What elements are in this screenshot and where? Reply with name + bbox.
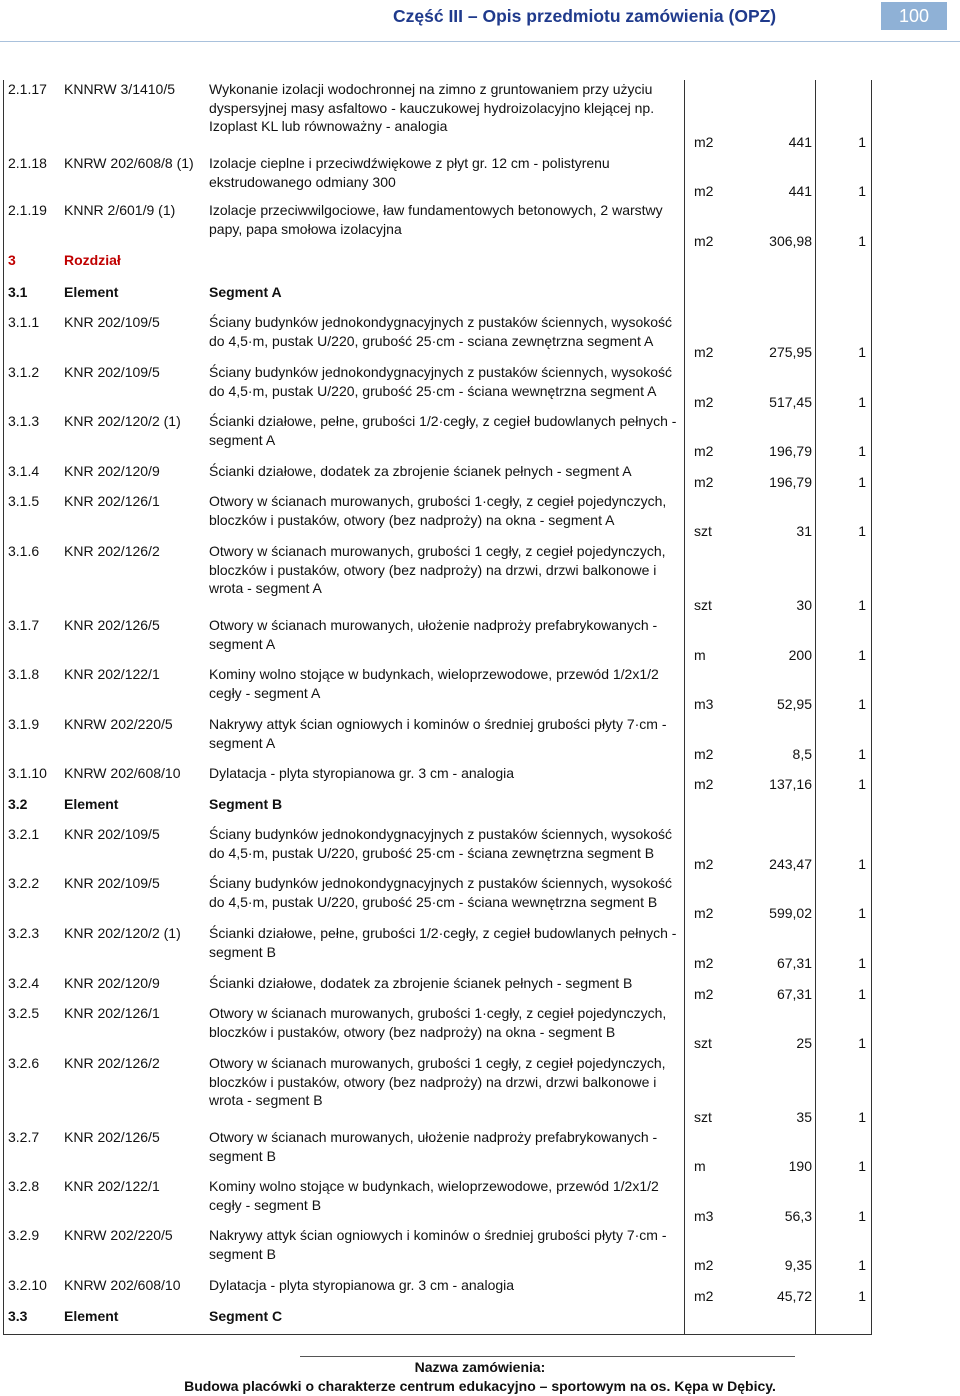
item-description: Kominy wolno stojące w budynkach, wieloprzewodowe, przewód 1/2x1/2 cegły - segment B: [209, 1178, 659, 1213]
item-description: Nakrywy attyk ścian ogniowych i kominów o średniej grubości płyty 7·cm - segment B: [209, 1227, 667, 1262]
item-description: Ściany budynków jednokondygnacyjnych z pustaków ściennych, wysokość do 4,5·m, pustak U/220, grubość 25·cm - ściana wewnętrzna segment B: [209, 875, 673, 910]
item-unit: m2: [694, 746, 714, 762]
item-unit: szt: [694, 1109, 712, 1125]
item-number: 3.2.2: [8, 875, 40, 891]
item-description: Otwory w ścianach murowanych, grubości 1 cegły, z cegieł pojedynczych, bloczków i pustaków, otwory (bez nadproży) na drzwi, drzwi balkonowe i wrota - segment A: [209, 543, 666, 596]
item-number: 2.1.19: [8, 202, 47, 218]
item-quantity: 31: [796, 523, 812, 539]
item-unit: m2: [694, 183, 714, 199]
item-number: 3.1.3: [8, 413, 40, 429]
item-unit: m: [694, 1158, 706, 1174]
item-unit: szt: [694, 523, 712, 539]
item-count: 1: [858, 647, 866, 663]
item-number: 3.1.8: [8, 666, 40, 682]
item-unit: m2: [694, 233, 714, 249]
item-count: 1: [858, 597, 866, 613]
item-count: 1: [858, 1257, 866, 1273]
item-code: KNR 202/120/2 (1): [64, 413, 181, 429]
item-count: 1: [858, 856, 866, 872]
item-description: Segment A: [209, 284, 282, 300]
document-section-title: Część III – Opis przedmiotu zamówienia (OPZ): [393, 6, 777, 26]
item-code: KNR 202/120/9: [64, 463, 160, 479]
item-code: Element: [64, 796, 119, 812]
item-number: 3.2.9: [8, 1227, 40, 1243]
item-quantity: 200: [788, 647, 812, 663]
item-number: 3.2.6: [8, 1055, 40, 1071]
footer-project-name: Budowa placówki o charakterze centrum edukacyjno – sportowym na os. Kępa w Dębicy.: [184, 1378, 776, 1394]
item-code: KNR 202/109/5: [64, 826, 160, 842]
item-description: Kominy wolno stojące w budynkach, wieloprzewodowe, przewód 1/2x1/2 cegły - segment A: [209, 666, 659, 701]
item-count: 1: [858, 986, 866, 1002]
item-quantity: 35: [796, 1109, 812, 1125]
header-divider: [0, 41, 960, 42]
item-number: 3.2.4: [8, 975, 40, 991]
item-unit: m2: [694, 474, 714, 490]
item-number: 3.2.5: [8, 1005, 40, 1021]
item-unit: szt: [694, 597, 712, 613]
item-description: Izolacje cieplne i przeciwdźwiękowe z płyt gr. 12 cm - polistyrenu ekstrudowanego odmiany 300: [209, 155, 610, 190]
item-description: Ścianki działowe, pełne, grubości 1/2·cegły, z cegieł budowlanych pełnych - segment B: [209, 925, 677, 960]
item-number: 3.2.1: [8, 826, 40, 842]
item-code: KNNR 2/601/9 (1): [64, 202, 176, 218]
footer-divider: [300, 1356, 795, 1357]
item-code: KNRW 202/608/8 (1): [64, 155, 194, 171]
item-unit: m3: [694, 696, 714, 712]
item-quantity: 306,98: [769, 233, 812, 249]
item-number: 2.1.17: [8, 81, 47, 97]
item-quantity: 8,5: [792, 746, 812, 762]
item-quantity: 67,31: [776, 955, 812, 971]
item-quantity: 517,45: [769, 394, 812, 410]
item-number: 3.1.7: [8, 617, 40, 633]
item-description: Otwory w ścianach murowanych, grubości 1·cegły, z cegieł pojedynczych, bloczków i pustaków, otwory (bez nadproży) na okna - segment B: [209, 1005, 667, 1040]
item-description: Ściany budynków jednokondygnacyjnych z pustaków ściennych, wysokość do 4,5·m, pustak U/220, grubość 25·cm - sciana zewnętrzna segment A: [209, 314, 673, 349]
item-quantity: 137,16: [769, 776, 812, 792]
item-unit: m2: [694, 394, 714, 410]
item-count: 1: [858, 394, 866, 410]
column-divider: [815, 80, 816, 1334]
item-quantity: 67,31: [776, 986, 812, 1002]
item-description: Segment B: [209, 796, 283, 812]
item-code: KNR 202/126/1: [64, 1005, 160, 1021]
item-count: 1: [858, 955, 866, 971]
item-number: 3.1.4: [8, 463, 40, 479]
item-description: Nakrywy attyk ścian ogniowych i kominów o średniej grubości płyty 7·cm - segment A: [209, 716, 667, 751]
item-unit: m2: [694, 1257, 714, 1273]
item-unit: m2: [694, 986, 714, 1002]
item-number: 3.3: [8, 1308, 28, 1324]
item-unit: m2: [694, 443, 714, 459]
item-number: 3: [8, 252, 16, 268]
item-code: KNRW 202/608/10: [64, 1277, 181, 1293]
item-description: Izolacje przeciwwilgociowe, ław fundamentowych betonowych, 2 warstwy papy, papa smołowa izolacyjna: [209, 202, 663, 237]
item-description: Ścianki działowe, pełne, grubości 1/2·cegły, z cegieł budowlanych pełnych - segment A: [209, 413, 677, 448]
item-quantity: 243,47: [769, 856, 812, 872]
item-code: KNR 202/122/1: [64, 666, 160, 682]
item-quantity: 441: [788, 183, 812, 199]
item-number: 3.1.5: [8, 493, 40, 509]
item-description: Ściany budynków jednokondygnacyjnych z pustaków ściennych, wysokość do 4,5·m, pustak U/220, grubość 25·cm - ściana wewnętrzna segment A: [209, 364, 673, 399]
item-number: 3.1.6: [8, 543, 40, 559]
item-quantity: 9,35: [784, 1257, 812, 1273]
item-count: 1: [858, 905, 866, 921]
item-number: 3.1: [8, 284, 28, 300]
item-count: 1: [858, 1158, 866, 1174]
item-unit: m: [694, 647, 706, 663]
item-code: KNR 202/120/9: [64, 975, 160, 991]
item-code: Rozdział: [64, 252, 121, 268]
item-code: KNR 202/126/5: [64, 1129, 160, 1145]
item-count: 1: [858, 1035, 866, 1051]
item-count: 1: [858, 1109, 866, 1125]
item-quantity: 30: [796, 597, 812, 613]
item-number: 3.2.3: [8, 925, 40, 941]
item-unit: m2: [694, 856, 714, 872]
item-count: 1: [858, 344, 866, 360]
item-number: 3.2.10: [8, 1277, 47, 1293]
item-code: KNR 202/126/2: [64, 1055, 160, 1071]
item-description: Otwory w ścianach murowanych, ułożenie nadproży prefabrykowanych - segment B: [209, 1129, 658, 1164]
item-quantity: 52,95: [776, 696, 812, 712]
item-code: KNR 202/126/5: [64, 617, 160, 633]
item-number: 3.2: [8, 796, 28, 812]
item-description: Wykonanie izolacji wodochronnej na zimno z gruntowaniem przy użyciu dyspersyjnej masy asfaltowo - kauczukowej hydroizolacyjno klejącej np. Izoplast KL lub równoważny - analogia: [209, 81, 655, 134]
item-quantity: 190: [788, 1158, 812, 1174]
item-code: KNR 202/109/5: [64, 364, 160, 380]
item-number: 3.1.9: [8, 716, 40, 732]
item-code: KNNRW 3/1410/5: [64, 81, 176, 97]
item-code: KNRW 202/220/5: [64, 1227, 173, 1243]
item-description: Otwory w ścianach murowanych, grubości 1·cegły, z cegieł pojedynczych, bloczków i pustaków, otwory (bez nadproży) na okna - segment A: [209, 493, 667, 528]
item-quantity: 441: [788, 134, 812, 150]
item-count: 1: [858, 1208, 866, 1224]
item-number: 3.2.8: [8, 1178, 40, 1194]
item-count: 1: [858, 233, 866, 249]
item-code: KNRW 202/608/10: [64, 765, 181, 781]
item-quantity: 56,3: [784, 1208, 812, 1224]
item-description: Otwory w ścianach murowanych, grubości 1 cegły, z cegieł pojedynczych, bloczków i pustaków, otwory (bez nadproży) na drzwi, drzwi balkonowe i wrota - segment B: [209, 1055, 666, 1108]
item-code: KNR 202/109/5: [64, 875, 160, 891]
item-count: 1: [858, 1288, 866, 1304]
item-count: 1: [858, 443, 866, 459]
item-unit: m2: [694, 134, 714, 150]
item-unit: m2: [694, 1288, 714, 1304]
item-code: KNR 202/126/1: [64, 493, 160, 509]
item-count: 1: [858, 134, 866, 150]
item-unit: m2: [694, 776, 714, 792]
item-count: 1: [858, 474, 866, 490]
item-count: 1: [858, 746, 866, 762]
item-count: 1: [858, 776, 866, 792]
item-quantity: 45,72: [776, 1288, 812, 1304]
item-quantity: 196,79: [769, 474, 812, 490]
page-number: 100: [881, 2, 947, 30]
item-description: Dylatacja - plyta styropianowa gr. 3 cm - analogia: [209, 765, 515, 781]
footer-label: Nazwa zamówienia:: [414, 1359, 546, 1375]
item-unit: m2: [694, 955, 714, 971]
item-quantity: 275,95: [769, 344, 812, 360]
item-number: 3.2.7: [8, 1129, 40, 1145]
item-number: 3.1.2: [8, 364, 40, 380]
item-quantity: 196,79: [769, 443, 812, 459]
column-divider: [684, 80, 685, 1334]
item-description: Dylatacja - plyta styropianowa gr. 3 cm - analogia: [209, 1277, 515, 1293]
item-number: 3.1.10: [8, 765, 47, 781]
item-code: Element: [64, 1308, 119, 1324]
item-description: Ścianki działowe, dodatek za zbrojenie ścianek pełnych - segment B: [209, 975, 633, 991]
item-number: 3.1.1: [8, 314, 40, 330]
item-description: Ściany budynków jednokondygnacyjnych z pustaków ściennych, wysokość do 4,5·m, pustak U/220, grubość 25·cm - ściana zewnętrzna segment B: [209, 826, 673, 861]
item-description: Ścianki działowe, dodatek za zbrojenie ścianek pełnych - segment A: [209, 463, 632, 479]
item-unit: m2: [694, 344, 714, 360]
item-code: Element: [64, 284, 119, 300]
item-code: KNRW 202/220/5: [64, 716, 173, 732]
item-description: Segment C: [209, 1308, 283, 1324]
item-code: KNR 202/126/2: [64, 543, 160, 559]
item-count: 1: [858, 523, 866, 539]
item-quantity: 599,02: [769, 905, 812, 921]
item-count: 1: [858, 183, 866, 199]
item-code: KNR 202/109/5: [64, 314, 160, 330]
item-code: KNR 202/122/1: [64, 1178, 160, 1194]
item-count: 1: [858, 696, 866, 712]
item-number: 2.1.18: [8, 155, 47, 171]
item-unit: m3: [694, 1208, 714, 1224]
item-unit: m2: [694, 905, 714, 921]
item-description: Otwory w ścianach murowanych, ułożenie nadproży prefabrykowanych - segment A: [209, 617, 658, 652]
item-unit: szt: [694, 1035, 712, 1051]
item-quantity: 25: [796, 1035, 812, 1051]
item-code: KNR 202/120/2 (1): [64, 925, 181, 941]
